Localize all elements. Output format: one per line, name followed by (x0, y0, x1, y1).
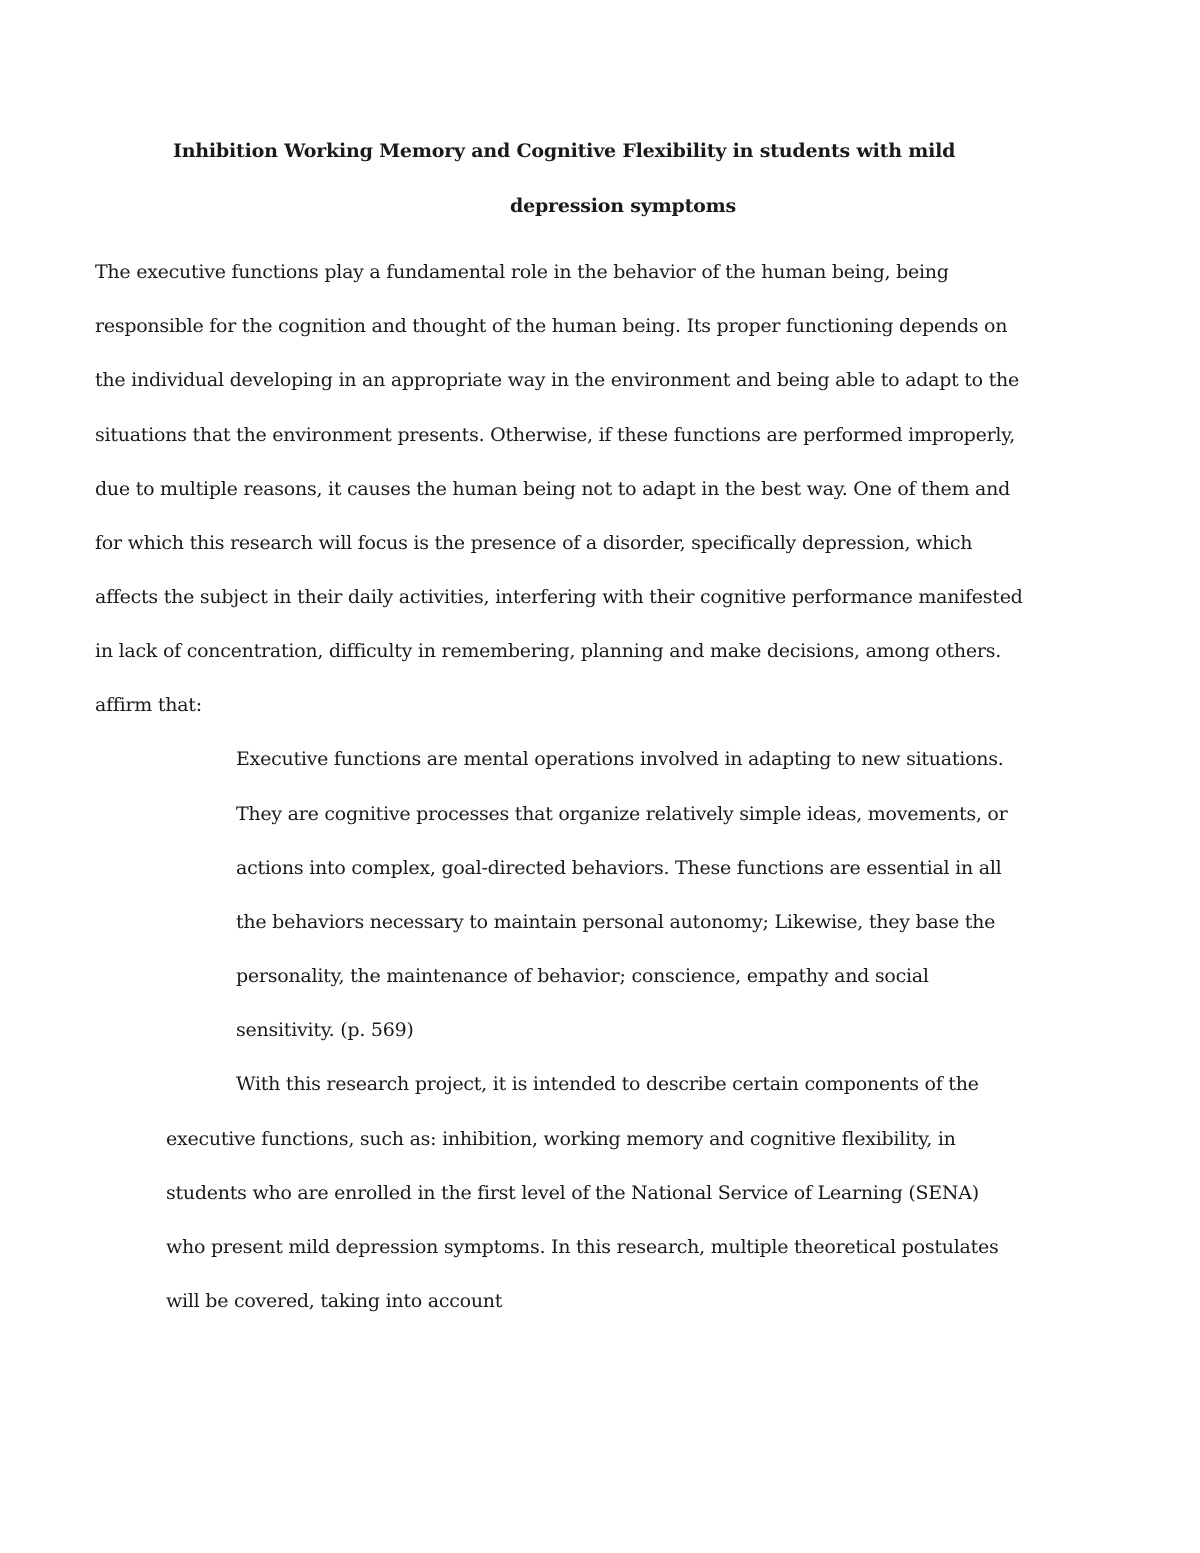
paragraph1-line: for which this research will focus is the presence of a disorder, specifically depression, which (95, 532, 973, 554)
paragraph1-line: due to multiple reasons, it causes the human being not to adapt in the best way. One of them and (95, 478, 1011, 500)
paragraph2-line: who present mild depression symptoms. In this research, multiple theoretical postulates (166, 1236, 999, 1258)
block-quote-line: personality, the maintenance of behavior; conscience, empathy and social (236, 965, 929, 987)
block-quote-line: actions into complex, goal-directed behaviors. These functions are essential in all (236, 857, 1002, 879)
paragraph1-line: affirm that: (95, 694, 202, 716)
paragraph1-line: the individual developing in an appropriate way in the environment and being able to adapt to the (95, 369, 1020, 391)
block-quote-line: They are cognitive processes that organize relatively simple ideas, movements, or (236, 803, 1008, 825)
block-quote-line: sensitivity. (p. 569) (236, 1019, 414, 1041)
paragraph1-line: responsible for the cognition and thought of the human being. Its proper functioning depends on (95, 315, 1008, 337)
paragraph2-line: will be covered, taking into account (166, 1290, 503, 1312)
paragraph1-line: The executive functions play a fundamental role in the behavior of the human being, being (95, 261, 949, 283)
block-quote-line: the behaviors necessary to maintain personal autonomy; Likewise, they base the (236, 911, 996, 933)
paragraph2-line: students who are enrolled in the first level of the National Service of Learning (SENA) (166, 1182, 979, 1204)
paragraph1-line: in lack of concentration, difficulty in remembering, planning and make decisions, among others. (95, 640, 1001, 662)
paragraph1-line: situations that the environment presents. Otherwise, if these functions are performed improperly, (95, 424, 1015, 446)
title-line-1: Inhibition Working Memory and Cognitive Flexibility in students with mild (173, 140, 956, 162)
paragraph2-line: executive functions, such as: inhibition, working memory and cognitive flexibility, in (166, 1128, 956, 1150)
title-line-2: depression symptoms (510, 195, 737, 217)
paragraph1-line: affects the subject in their daily activities, interfering with their cognitive performance manifested (95, 586, 1023, 608)
paragraph2-line: With this research project, it is intended to describe certain components of the (236, 1073, 979, 1095)
block-quote-line: Executive functions are mental operations involved in adapting to new situations. (236, 748, 1004, 770)
